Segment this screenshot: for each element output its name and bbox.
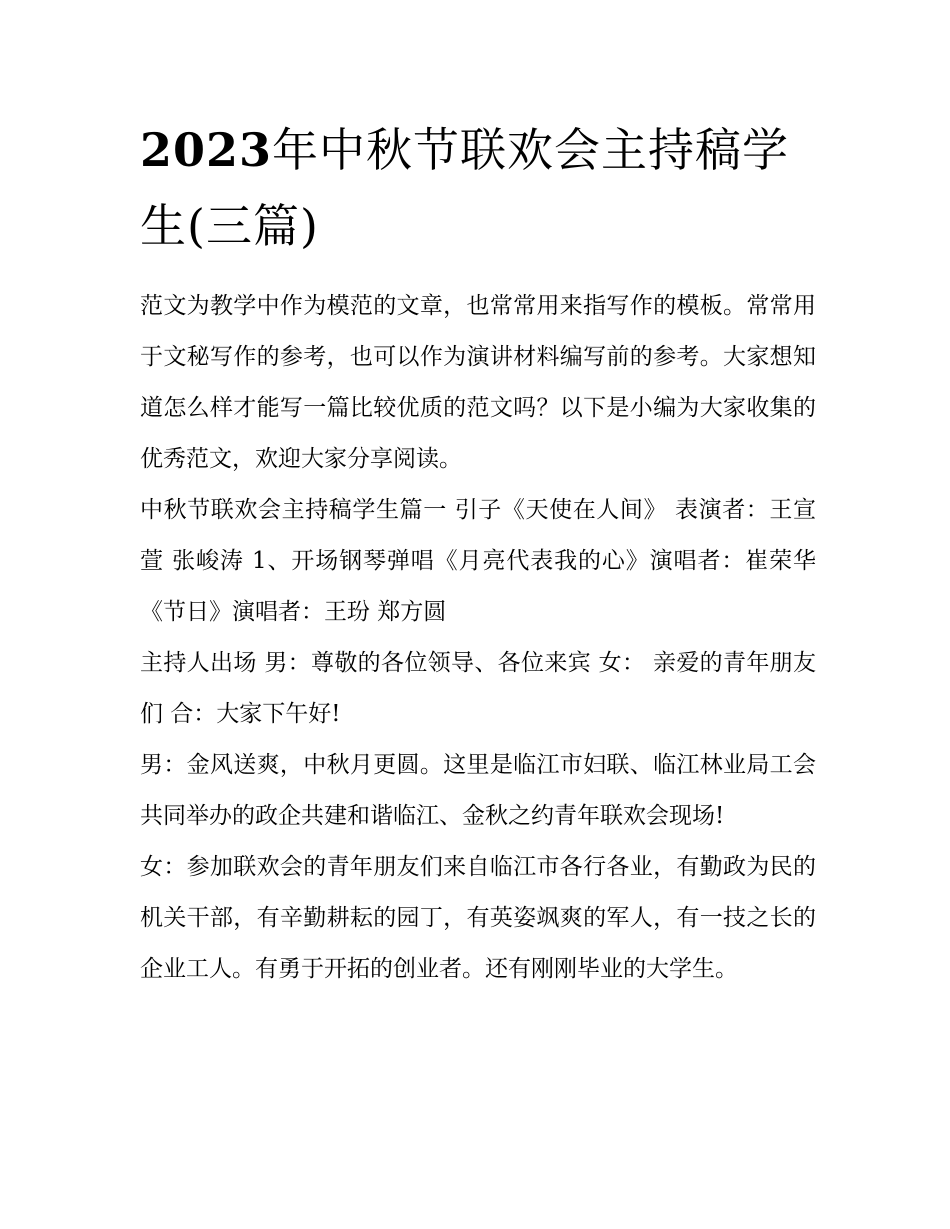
paragraph-program: 中秋节联欢会主持稿学生篇一 引子《天使在人间》 表演者：王宣萱 张峻涛 1、开场钢琴弹唱《月亮代表我的心》演唱者：崔荣华 《节日》演唱者：王玢 郑方圆 xyxy=(140,497,816,625)
title-year: 2023 xyxy=(140,123,273,177)
document-page xyxy=(140,112,816,995)
title-text: 年中秋节联欢会主持稿学生(三篇) xyxy=(140,123,790,253)
paragraph-female-host: 女：参加联欢会的青年朋友们来自临江市各行各业，有勤政为民的机关干部，有辛勤耕耘的园丁，有英姿飒爽的军人，有一技之长的企业工人。有勇于开拓的创业者。还有刚刚毕业的大学生。 xyxy=(140,854,816,982)
paragraph-male-host: 男：金风送爽，中秋月更圆。这里是临江市妇联、临江林业局工会共同举办的政企共建和谐临江、金秋之约青年联欢会现场! xyxy=(140,752,816,829)
document-body xyxy=(140,281,816,995)
document-title xyxy=(140,112,816,264)
paragraph-host-entrance: 主持人出场 男：尊敬的各位领导、各位来宾 女： 亲爱的青年朋友们 合：大家下午好! xyxy=(140,650,816,727)
paragraph-intro: 范文为教学中作为模范的文章，也常常用来指写作的模板。常常用于文秘写作的参考，也可以作为演讲材料编写前的参考。大家想知道怎么样才能写一篇比较优质的范文吗？以下是小编为大家收集的优秀范文，欢迎大家分享阅读。 xyxy=(140,293,816,472)
